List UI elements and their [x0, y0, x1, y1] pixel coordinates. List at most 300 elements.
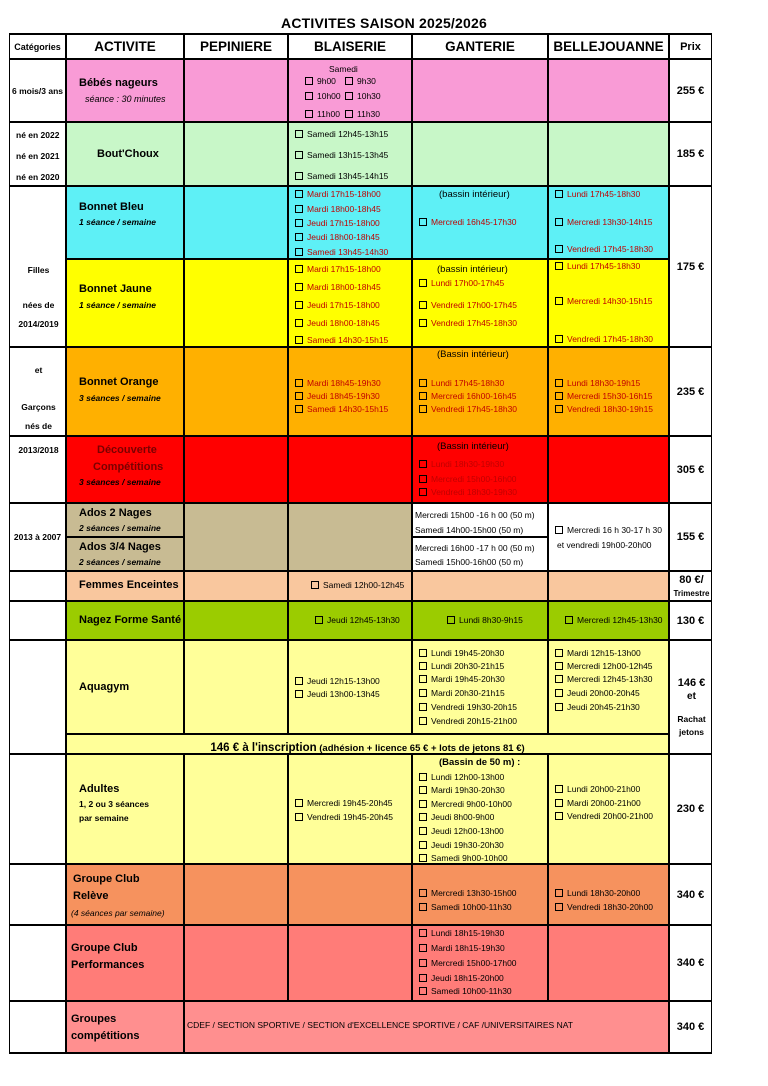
slot-text: Mercredi 16h00 -17 h 00 (50 m): [415, 543, 535, 553]
checkbox-icon[interactable]: [447, 616, 455, 624]
slot-label: Mercredi 19h45-20h45: [307, 798, 393, 808]
checkbox-icon[interactable]: [295, 172, 303, 180]
pool-note: (Bassin intérieur): [437, 441, 509, 452]
slot-label: Lundi 12h00-13h00: [431, 772, 505, 782]
activity-name: Bébés nageurs: [79, 77, 158, 89]
header-label: BLAISERIE: [313, 39, 386, 54]
slot-label: Jeudi 18h15-20h00: [431, 973, 504, 983]
schedule-slot[interactable]: [295, 172, 388, 181]
activity-name: Bonnet Bleu: [79, 201, 144, 213]
schedule-slot[interactable]: [295, 205, 381, 214]
price-value: 230 €: [676, 803, 705, 815]
checkbox-icon[interactable]: [419, 301, 427, 309]
schedule-slot[interactable]: [305, 110, 340, 119]
checkbox-icon[interactable]: [419, 218, 427, 226]
bellejouanne-cell: [548, 59, 669, 122]
category-cell: [9, 503, 66, 571]
bellejouanne-cell: [548, 754, 669, 864]
checkbox-icon[interactable]: [419, 841, 427, 849]
category-label: 2014/2019: [18, 319, 59, 329]
category-cell: [9, 864, 66, 925]
schedule-slot[interactable]: [295, 151, 388, 160]
activity-name: Compétitions: [93, 461, 164, 473]
category-label: 6 mois/3 ans: [11, 85, 64, 96]
schedule-slot[interactable]: [565, 616, 663, 625]
row-divider: [9, 346, 712, 348]
schedule-slot[interactable]: [419, 405, 517, 414]
price-cell: [669, 122, 712, 186]
slot-text: Samedi 15h00-16h00 (50 m): [415, 557, 524, 567]
schedule-slot[interactable]: [295, 690, 380, 699]
checkbox-icon[interactable]: [295, 248, 303, 256]
schedule-slot[interactable]: [295, 265, 381, 274]
price-value: jetons: [678, 727, 705, 737]
slot-label: Mardi 18h00-18h45: [307, 204, 381, 214]
checkbox-icon[interactable]: [555, 675, 563, 683]
price-cell: [669, 503, 712, 571]
slot-label: Mardi 18h00-18h45: [307, 282, 381, 292]
slot-label: Jeudi 12h45-13h30: [327, 615, 400, 625]
schedule-slot[interactable]: [419, 854, 508, 863]
slot-text: et vendredi 19h00-20h00: [557, 540, 652, 550]
checkbox-icon[interactable]: [295, 130, 303, 138]
slot-label: Lundi 18h15-19h30: [431, 928, 505, 938]
pool-note: (Bassin intérieur): [437, 349, 509, 360]
slot-label: Vendredi 20h15-21h00: [431, 716, 518, 726]
schedule-slot[interactable]: [419, 279, 504, 288]
slot-label: Mardi 12h15-13h00: [567, 648, 641, 658]
schedule-slot[interactable]: [295, 336, 388, 345]
checkbox-icon[interactable]: [295, 190, 303, 198]
checkbox-icon[interactable]: [419, 974, 427, 982]
ganterie-cell: [412, 640, 548, 734]
activity-name: Performances: [71, 959, 145, 971]
schedule-slot[interactable]: [419, 929, 504, 938]
schedule-slot[interactable]: [555, 405, 653, 414]
blaiserie-cell: [288, 503, 412, 571]
checkbox-icon[interactable]: [555, 526, 563, 534]
checkbox-icon[interactable]: [419, 319, 427, 327]
schedule-slot[interactable]: [295, 677, 380, 686]
schedule-slot[interactable]: [419, 944, 505, 953]
checkbox-icon[interactable]: [555, 812, 563, 820]
checkbox-icon[interactable]: [555, 379, 563, 387]
checkbox-icon[interactable]: [295, 283, 303, 291]
row-divider: [9, 1000, 712, 1002]
schedule-slot[interactable]: [419, 475, 517, 484]
checkbox-icon[interactable]: [419, 475, 427, 483]
schedule-slot[interactable]: [419, 827, 504, 836]
slot-label: Jeudi 18h45-19h30: [307, 391, 380, 401]
activity-sub: séance : 30 minutes: [85, 94, 166, 104]
schedule-slot[interactable]: [555, 662, 653, 671]
bellejouanne-cell: [548, 601, 669, 640]
checkbox-icon[interactable]: [419, 279, 427, 287]
slot-label: 11h30: [357, 109, 381, 119]
checkbox-icon[interactable]: [555, 703, 563, 711]
price-cell: [669, 864, 712, 925]
schedule-slot[interactable]: [295, 283, 381, 292]
schedule-slot[interactable]: [345, 110, 380, 119]
blaiserie-cell: [288, 925, 412, 1001]
schedule-slot[interactable]: [555, 297, 653, 306]
schedule-slot[interactable]: [295, 190, 381, 199]
checkbox-icon[interactable]: [419, 800, 427, 808]
checkbox-icon[interactable]: [419, 717, 427, 725]
checkbox-icon[interactable]: [419, 959, 427, 967]
schedule-slot[interactable]: [419, 662, 504, 671]
schedule-slot[interactable]: [555, 903, 653, 912]
schedule-slot[interactable]: [555, 218, 653, 227]
schedule-slot[interactable]: [555, 812, 653, 821]
activity-bonnet-orange: [66, 347, 184, 436]
row-divider: [9, 33, 712, 35]
checkbox-icon[interactable]: [295, 677, 303, 685]
slot-label: Samedi 13h45-14h30: [307, 247, 389, 257]
slot-label: Mercredi 13h30-15h00: [431, 888, 517, 898]
schedule-slot[interactable]: [419, 959, 517, 968]
schedule-slot[interactable]: [345, 77, 376, 86]
category-cell: [9, 59, 66, 122]
schedule-slot[interactable]: [345, 92, 381, 101]
header-label: ACTIVITE: [94, 39, 156, 54]
schedule-slot[interactable]: [419, 987, 512, 996]
category-cell: [9, 925, 66, 1001]
activity-ados-34-nages: [66, 537, 184, 571]
price-value: 130 €: [676, 614, 705, 627]
checkbox-icon[interactable]: [555, 245, 563, 253]
checkbox-icon[interactable]: [345, 92, 353, 100]
checkbox-icon[interactable]: [295, 392, 303, 400]
schedule-slot[interactable]: [555, 245, 653, 254]
checkbox-icon[interactable]: [305, 77, 313, 85]
checkbox-icon[interactable]: [345, 77, 353, 85]
activity-sub: 3 séances / semaine: [79, 393, 161, 403]
checkbox-icon[interactable]: [295, 233, 303, 241]
checkbox-icon[interactable]: [555, 903, 563, 911]
schedule-slot[interactable]: [555, 526, 662, 535]
schedule-slot[interactable]: [419, 773, 504, 782]
checkbox-icon[interactable]: [419, 903, 427, 911]
category-label: Filles: [27, 265, 50, 275]
header-activite: [66, 34, 184, 59]
slot-label: Lundi 17h45-18h30: [567, 189, 641, 199]
schedule-slot[interactable]: [419, 717, 517, 726]
price-cell: [669, 571, 712, 601]
header-prix: [669, 34, 712, 59]
checkbox-icon[interactable]: [555, 392, 563, 400]
blaiserie-cell: [288, 59, 412, 122]
category-label: né en 2020: [16, 172, 60, 182]
activity-name: Femmes Enceintes: [79, 579, 179, 591]
activity-name: Ados 3/4 Nages: [79, 541, 161, 553]
activity-name: Relève: [73, 890, 109, 902]
checkbox-icon[interactable]: [419, 460, 427, 468]
schedule-slot[interactable]: [555, 379, 640, 388]
checkbox-icon[interactable]: [305, 92, 313, 100]
schedule-slot[interactable]: [295, 130, 388, 139]
schedule-slot[interactable]: [419, 301, 517, 310]
bellejouanne-cell: [548, 186, 669, 259]
checkbox-icon[interactable]: [555, 662, 563, 670]
slot-label: Lundi 20h30-21h15: [431, 661, 505, 671]
checkbox-icon[interactable]: [419, 987, 427, 995]
activity-sub: par semaine: [79, 813, 129, 823]
schedule-slot[interactable]: [555, 889, 640, 898]
checkbox-icon[interactable]: [419, 813, 427, 821]
checkbox-icon[interactable]: [345, 110, 353, 118]
activity-bebes-nageurs: [66, 59, 184, 122]
price-value: 340 €: [676, 1021, 705, 1033]
pepiniere-cell: [184, 259, 288, 347]
slot-label: 9h00: [317, 76, 336, 86]
checkbox-icon[interactable]: [555, 218, 563, 226]
checkbox-icon[interactable]: [555, 335, 563, 343]
checkbox-icon[interactable]: [419, 703, 427, 711]
checkbox-icon[interactable]: [295, 265, 303, 273]
checkbox-icon[interactable]: [295, 301, 303, 309]
pepiniere-cell: [184, 186, 288, 259]
checkbox-icon[interactable]: [419, 786, 427, 794]
schedule-slot[interactable]: [295, 319, 380, 328]
row-divider: [9, 600, 712, 602]
price-cell: [669, 436, 712, 503]
activity-sub: 1 séance / semaine: [79, 217, 157, 227]
checkbox-icon[interactable]: [555, 297, 563, 305]
bellejouanne-cell: [548, 503, 669, 571]
checkbox-icon[interactable]: [295, 813, 303, 821]
schedule-slot[interactable]: [419, 460, 504, 469]
category-label: nées de: [22, 300, 55, 310]
checkbox-icon[interactable]: [555, 689, 563, 697]
blaiserie-cell: [288, 347, 412, 436]
schedule-slot[interactable]: [295, 233, 380, 242]
ganterie-cell: [412, 122, 548, 186]
schedule-slot[interactable]: [419, 488, 517, 497]
schedule-slot[interactable]: [555, 335, 653, 344]
activity-sub: 2 séances / semaine: [79, 557, 161, 567]
slot-label: 10h30: [357, 91, 381, 101]
activity-femmes-enceintes: [66, 571, 184, 601]
checkbox-icon[interactable]: [419, 379, 427, 387]
checkbox-icon[interactable]: [295, 405, 303, 413]
checkbox-icon[interactable]: [419, 773, 427, 781]
slot-label: Lundi 19h45-20h30: [431, 648, 505, 658]
category-label: 2013 à 2007: [13, 532, 62, 542]
schedule-slot[interactable]: [295, 813, 393, 822]
header-ganterie: [412, 34, 548, 59]
competitions-text-cell: [184, 1001, 669, 1053]
schedule-slot[interactable]: [419, 703, 517, 712]
checkbox-icon[interactable]: [555, 785, 563, 793]
checkbox-icon[interactable]: [295, 205, 303, 213]
ganterie-cell: [412, 259, 548, 347]
schedule-slot[interactable]: [295, 799, 393, 808]
checkbox-icon[interactable]: [295, 319, 303, 327]
schedule-slot[interactable]: [295, 301, 380, 310]
schedule-slot[interactable]: [555, 262, 640, 271]
slot-label: Vendredi 17h45-18h30: [431, 404, 518, 414]
checkbox-icon[interactable]: [295, 151, 303, 159]
schedule-slot[interactable]: [555, 689, 640, 698]
slot-label: Lundi 20h00-21h00: [567, 784, 641, 794]
price-value: 155 €: [676, 531, 705, 543]
activity-ados-2-nages: [66, 503, 184, 537]
slot-label: Jeudi 17h15-18h00: [307, 218, 380, 228]
blaiserie-cell: [288, 186, 412, 259]
schedule-slot[interactable]: [419, 319, 517, 328]
checkbox-icon[interactable]: [419, 488, 427, 496]
checkbox-icon[interactable]: [555, 190, 563, 198]
checkbox-icon[interactable]: [565, 616, 573, 624]
schedule-slot[interactable]: [419, 689, 505, 698]
activity-groupe-club-performances: [66, 925, 184, 1001]
activity-sub: (4 séances par semaine): [71, 908, 165, 918]
activity-name: Découverte: [97, 444, 157, 456]
activity-name: Nagez Forme Santé: [79, 614, 182, 626]
row-divider: [9, 58, 712, 60]
checkbox-icon[interactable]: [295, 219, 303, 227]
pool-note: (bassin intérieur): [437, 264, 508, 275]
checkbox-icon[interactable]: [311, 581, 319, 589]
slot-label: Mercredi 13h30-14h15: [567, 217, 653, 227]
slot-label: Mardi 19h45-20h30: [431, 674, 505, 684]
schedule-slot[interactable]: [311, 581, 404, 590]
price-value: 340 €: [676, 957, 705, 969]
checkbox-icon[interactable]: [555, 799, 563, 807]
price-cell: [669, 347, 712, 436]
price-value: 235 €: [676, 385, 705, 398]
schedule-slot[interactable]: [419, 218, 517, 227]
header-label: Prix: [680, 40, 701, 53]
schedule-slot[interactable]: [305, 92, 341, 101]
schedule-slot[interactable]: [295, 248, 388, 257]
schedule-slot[interactable]: [295, 379, 381, 388]
schedule-slot[interactable]: [555, 799, 641, 808]
checkbox-icon[interactable]: [419, 944, 427, 952]
activity-boutchoux: [66, 122, 184, 186]
category-label: né en 2022: [16, 130, 60, 140]
price-value: 305 €: [676, 463, 705, 476]
checkbox-icon[interactable]: [419, 929, 427, 937]
slot-label: Mardi 18h15-19h30: [431, 943, 505, 953]
checkbox-icon[interactable]: [295, 336, 303, 344]
schedule-slot[interactable]: [295, 219, 380, 228]
day-label: Samedi: [329, 64, 358, 74]
checkbox-icon[interactable]: [419, 649, 427, 657]
schedule-slot[interactable]: [419, 786, 505, 795]
schedule-slot[interactable]: [419, 800, 512, 809]
activity-sub: 1, 2 ou 3 séances: [79, 799, 149, 809]
schedule-slot[interactable]: [419, 889, 517, 898]
header-label: Catégories: [14, 41, 61, 52]
checkbox-icon[interactable]: [555, 889, 563, 897]
checkbox-icon[interactable]: [419, 662, 427, 670]
ganterie-cell: [412, 503, 548, 537]
checkbox-icon[interactable]: [419, 392, 427, 400]
activity-name: Groupes: [71, 1013, 117, 1025]
slot-label: Vendredi 19h45-20h45: [307, 812, 394, 822]
slot-label: Samedi 9h00-10h00: [431, 853, 508, 863]
header-blaiserie: [288, 34, 412, 59]
checkbox-icon[interactable]: [315, 616, 323, 624]
schedule-slot[interactable]: [555, 190, 640, 199]
schedule-slot[interactable]: [419, 841, 504, 850]
slot-label: Samedi 13h45-14h15: [307, 171, 389, 181]
schedule-slot[interactable]: [419, 379, 504, 388]
schedule-slot[interactable]: [419, 392, 517, 401]
schedule-slot[interactable]: [419, 903, 512, 912]
activity-nagez-forme-sante: [66, 601, 184, 640]
checkbox-icon[interactable]: [419, 675, 427, 683]
pepiniere-cell: [184, 122, 288, 186]
schedule-slot[interactable]: [295, 405, 388, 414]
price-value: Trimestre: [673, 589, 710, 598]
price-value: et: [687, 691, 696, 702]
slot-label: Mardi 19h30-20h30: [431, 785, 505, 795]
category-cell: [9, 601, 66, 640]
schedule-slot[interactable]: [305, 77, 336, 86]
activity-adultes: [66, 754, 184, 864]
slot-label: Lundi 17h45-18h30: [567, 261, 641, 271]
checkbox-icon[interactable]: [419, 689, 427, 697]
activity-decouverte-competitions: [66, 436, 184, 503]
schedule-slot[interactable]: [315, 616, 400, 625]
checkbox-icon[interactable]: [419, 889, 427, 897]
slot-label: Jeudi 12h00-13h00: [431, 826, 504, 836]
checkbox-icon[interactable]: [419, 854, 427, 862]
pepiniere-cell: [184, 640, 288, 734]
checkbox-icon[interactable]: [419, 827, 427, 835]
schedule-slot[interactable]: [555, 392, 653, 401]
checkbox-icon[interactable]: [305, 110, 313, 118]
row-divider: [9, 1052, 712, 1054]
ganterie-cell: [412, 436, 548, 503]
checkbox-icon[interactable]: [555, 405, 563, 413]
schedule-slot[interactable]: [419, 974, 504, 983]
schedule-slot[interactable]: [555, 785, 640, 794]
category-cell: [9, 1001, 66, 1053]
schedule-slot[interactable]: [555, 703, 640, 712]
checkbox-icon[interactable]: [295, 379, 303, 387]
price-cell: [669, 59, 712, 122]
schedule-slot[interactable]: [419, 675, 505, 684]
checkbox-icon[interactable]: [419, 405, 427, 413]
checkbox-icon[interactable]: [555, 262, 563, 270]
schedule-slot[interactable]: [555, 649, 641, 658]
category-label: et: [34, 365, 43, 375]
schedule-slot[interactable]: [295, 392, 380, 401]
row-divider: [9, 863, 712, 865]
checkbox-icon[interactable]: [295, 690, 303, 698]
checkbox-icon[interactable]: [555, 649, 563, 657]
checkbox-icon[interactable]: [295, 799, 303, 807]
blaiserie-cell: [288, 259, 412, 347]
slot-label: Lundi 18h30-19h15: [567, 378, 641, 388]
slot-label: Vendredi 18h30-20h00: [567, 902, 654, 912]
activity-name: Bout'Choux: [97, 148, 159, 160]
slot-label: Mardi 20h30-21h15: [431, 688, 505, 698]
ganterie-cell: [412, 59, 548, 122]
schedule-slot[interactable]: [419, 649, 504, 658]
activity-name: Bonnet Orange: [79, 376, 159, 388]
bellejouanne-cell: [548, 640, 669, 734]
slot-label: 9h30: [357, 76, 376, 86]
schedule-slot[interactable]: [447, 616, 523, 625]
schedule-slot[interactable]: [419, 813, 494, 822]
slot-label: Lundi 17h00-17h45: [431, 278, 505, 288]
schedule-slot[interactable]: [555, 675, 653, 684]
